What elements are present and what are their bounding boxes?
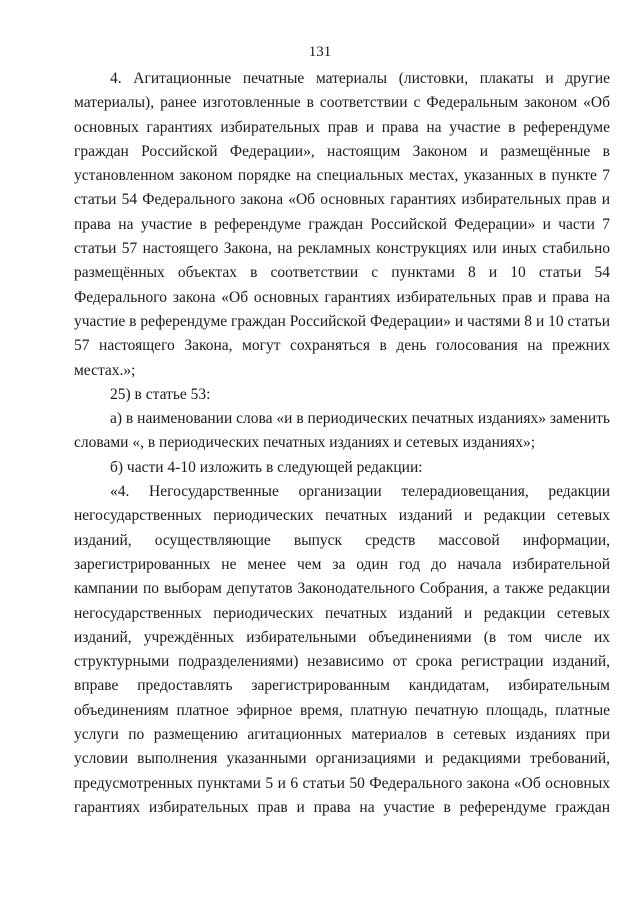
paragraph-item-25: 25) в статье 53:	[110, 385, 211, 403]
paragraph-subitem-a: а) в наименовании слова «и в периодических печатных изданиях» заменить словами «, в периодических печатных изданиях и сетевых изданиях»;	[74, 410, 610, 452]
paragraph-item-4: 4. Агитационные печатные материалы (листовки, плакаты и другие материалы), ранее изготовленные в соответствии с Федеральным законом «Об основных гарантиях избирательных прав и права на участие в референдуме граждан Российской Федерации», настоящим Законом и размещённые в установленном законом порядке на специальных местах, указанных в пункте 7 статьи 54 Федерального закона «Об основных гарантиях избирательных прав и права на участие в референдуме граждан Российской Федерации» и части 7 статьи 57 настоящего Закона, на рекламных конструкциях или иных стабильно размещённых объектах в соответствии с пунктами 8 и 10 статьи 54 Федерального закона «Об основных гарантиях избирательных прав и права на участие в референдуме граждан Российской Федерации» и частями 8 и 10 статьи 57 настоящего Закона, могут сохраняться в день голосования на прежних местах.»;	[74, 70, 610, 379]
paragraph-subitem-b: б) части 4-10 изложить в следующей редакции:	[110, 458, 423, 476]
paragraph-new-part-4: «4. Негосударственные организации телерадиовещания, редакции негосударственных периодических печатных изданий и редакции сетевых изданий, осуществляющие выпуск средств массовой информации, зарегистрированных не менее чем за один год до начала избирательной кампании по выборам депутатов Законодательного Собрания, а также редакции негосударственных периодических печатных изданий и редакции сетевых изданий, учреждённых избирательными объединениями (в том числе их структурными подразделениями) независимо от срока регистрации изданий, вправе предоставлять зарегистрированным кандидатам, избирательным объединениям платное эфирное время, платную печатную площадь, платные услуги по размещению агитационных материалов в сетевых изданиях при условии выполнения указанными организациями и редакциями требований, предусмотренных пунктами 5 и 6 статьи 50 Федерального закона «Об основных гарантиях избирательных прав и права на участие в референдуме граждан	[74, 483, 610, 816]
document-body	[74, 67, 610, 820]
page-number: 131	[308, 44, 332, 60]
